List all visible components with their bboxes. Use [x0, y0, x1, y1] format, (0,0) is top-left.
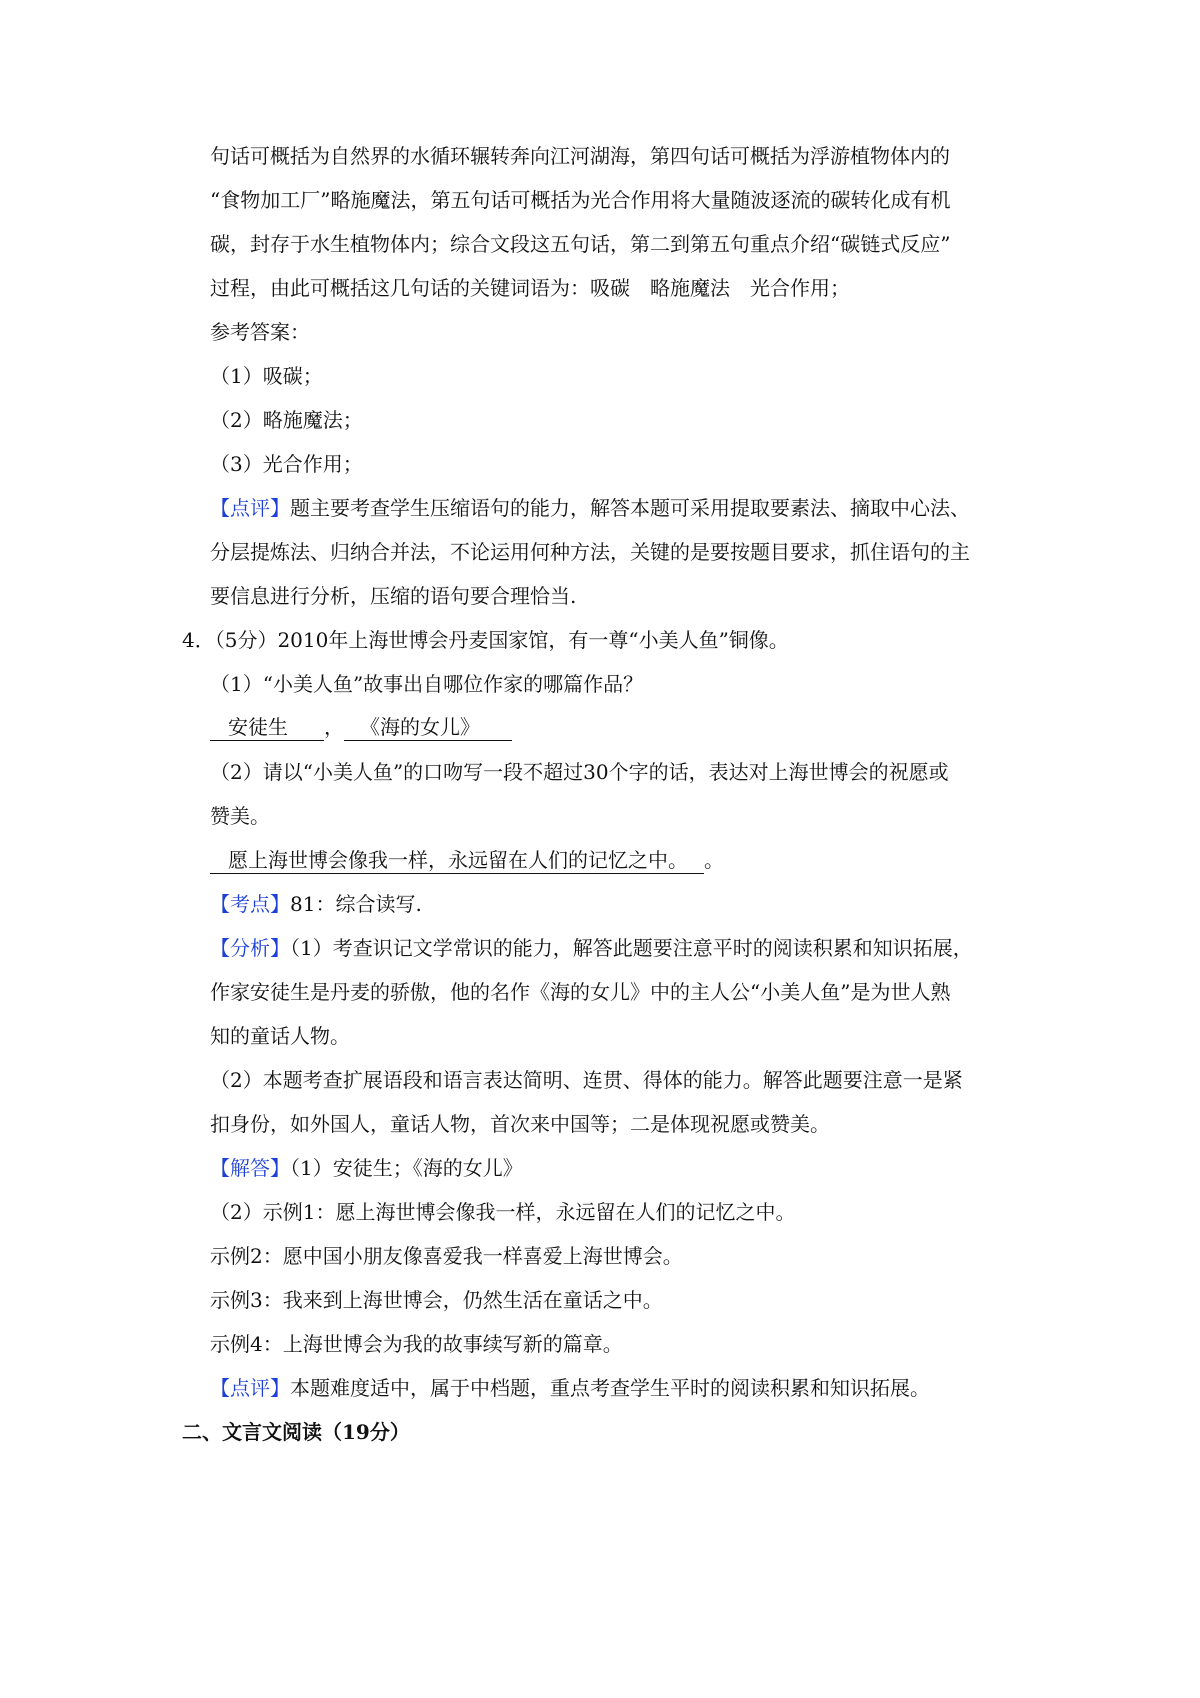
question-sub: 赞美。 — [210, 804, 270, 828]
analysis-line: 作家安徒生是丹麦的骄傲，他的名作《海的女儿》中的主人公“小美人鱼”是为世人熟 — [210, 980, 951, 1004]
reference-answer-label: 参考答案： — [210, 320, 310, 344]
question-sub: （2）请以“小美人鱼”的口吻写一段不超过30个字的话，表达对上海世博会的祝愿或 — [210, 760, 949, 784]
analysis-line: 句话可概括为自然界的水循环辗转奔向江河湖海，第四句话可概括为浮游植物体内的 — [210, 144, 950, 168]
answer-line — [210, 846, 724, 874]
answer-separator: ， — [324, 715, 344, 739]
comment-line — [210, 1374, 930, 1402]
section-heading: 二、文言文阅读（19分） — [182, 1420, 410, 1444]
solution-line: （2）示例1：愿上海世博会像我一样，永远留在人们的记忆之中。 — [210, 1200, 796, 1224]
solution-line: 示例4：上海世博会为我的故事续写新的篇章。 — [210, 1332, 623, 1356]
analysis-line: “食物加工厂”略施魔法，第五句话可概括为光合作用将大量随波逐流的碳转化成有机 — [210, 188, 951, 212]
answer-blank: 《海的女儿》 — [344, 714, 512, 741]
answer-line — [210, 713, 512, 741]
solution-text: （1）安徒生；《海的女儿》 — [290, 1156, 523, 1180]
reference-answer-item: （1）吸碳； — [210, 364, 323, 388]
solution-line — [210, 1154, 523, 1182]
reference-answer-item: （3）光合作用； — [210, 452, 363, 476]
analysis-line — [210, 934, 973, 962]
comment-tag: 【点评】 — [210, 496, 290, 520]
answer-blank: 愿上海世博会像我一样，永远留在人们的记忆之中。 — [210, 847, 704, 874]
solution-line: 示例2：愿中国小朋友像喜爱我一样喜爱上海世博会。 — [210, 1244, 683, 1268]
comment-text: 题主要考查学生压缩语句的能力，解答本题可采用提取要素法、摘取中心法、 — [290, 496, 970, 520]
answer-blank: 安徒生 — [210, 714, 324, 741]
answer-end: 。 — [704, 848, 724, 872]
kaodian-text: 81：综合读写. — [290, 892, 422, 916]
solution-tag: 【解答】 — [210, 1156, 290, 1180]
analysis-text: （1）考查识记文学常识的能力，解答此题要注意平时的阅读积累和知识拓展， — [290, 936, 973, 960]
kaodian-tag: 【考点】 — [210, 892, 290, 916]
kaodian-line — [210, 890, 422, 918]
question-sub: （1）“小美人鱼”故事出自哪位作家的哪篇作品？ — [210, 672, 644, 696]
solution-line: 示例3：我来到上海世博会，仍然生活在童话之中。 — [210, 1288, 663, 1312]
analysis-line: 知的童话人物。 — [210, 1024, 350, 1048]
comment-tag: 【点评】 — [210, 1376, 290, 1400]
analysis-tag: 【分析】 — [210, 936, 290, 960]
analysis-line: 过程，由此可概括这几句话的关键词语为：吸碳 略施魔法 光合作用； — [210, 276, 850, 300]
analysis-line: 碳，封存于水生植物体内；综合文段这五句话，第二到第五句重点介绍“碳链式反应” — [210, 232, 951, 256]
comment-line — [210, 494, 970, 522]
analysis-line: 扣身份，如外国人，童话人物，首次来中国等；二是体现祝愿或赞美。 — [210, 1112, 830, 1136]
question-title: 4．（5分）2010年上海世博会丹麦国家馆，有一尊“小美人鱼”铜像。 — [182, 628, 789, 652]
analysis-line: （2）本题考查扩展语段和语言表达简明、连贯、得体的能力。解答此题要注意一是紧 — [210, 1068, 963, 1092]
comment-text: 本题难度适中，属于中档题，重点考查学生平时的阅读积累和知识拓展。 — [290, 1376, 930, 1400]
comment-line: 要信息进行分析，压缩的语句要合理恰当. — [210, 584, 577, 608]
reference-answer-item: （2）略施魔法； — [210, 408, 363, 432]
comment-line: 分层提炼法、归纳合并法，不论运用何种方法，关键的是要按题目要求，抓住语句的主 — [210, 540, 970, 564]
